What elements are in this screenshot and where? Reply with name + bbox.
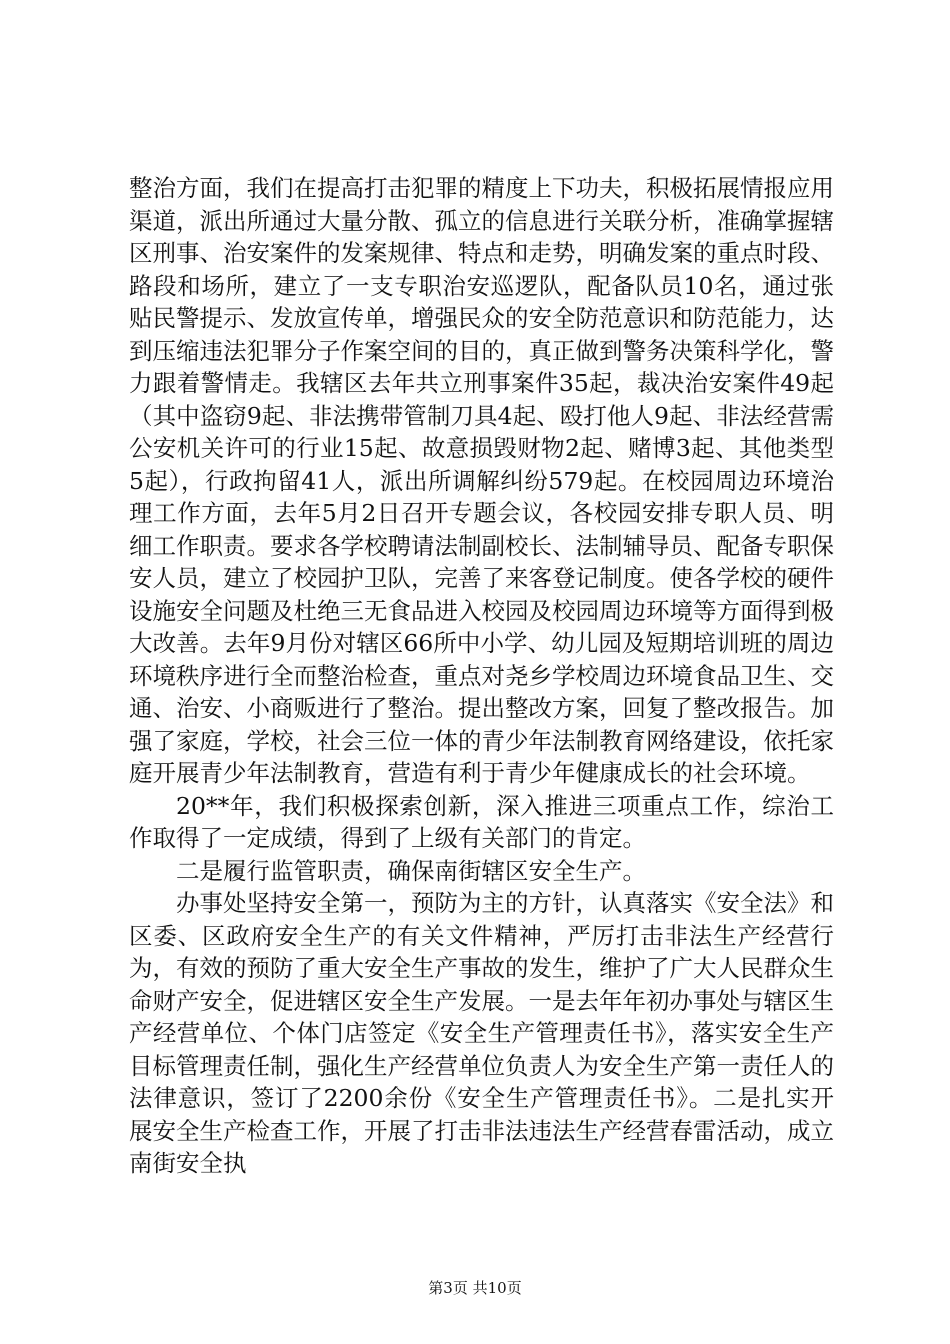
- paragraph-security-governance: 整治方面，我们在提高打击犯罪的精度上下功夫，积极拓展情报应用渠道，派出所通过大量分散、孤立的信息进行关联分析，准确掌握辖区刑事、治安案件的发案规律、特点和走势，明确发案的重点时段、路段和场所，建立了一支专职治安巡逻队，配备队员10名，通过张贴民警提示、发放宣传单，增强民众的安全防范意识和防范能力，达到压缩违法犯罪分子作案空间的目的，真正做到警务决策科学化，警力跟着警情走。我辖区去年共立刑事案件35起，裁决治安案件49起（其中盗窃9起、非法携带管制刀具4起、殴打他人9起、非法经营需公安机关许可的行业15起、故意损毁财物2起、赌博3起、其他类型5起），行政拘留41人，派出所调解纠纷579起。在校园周边环境治理工作方面，去年5月2日召开专题会议，各校园安排专职人员、明细工作职责。要求各学校聘请法制副校长、法制辅导员、配备专职保安人员，建立了校园护卫队，完善了来客登记制度。使各学校的硬件设施安全问题及杜绝三无食品进入校园及校园周边环境等方面得到极大改善。去年9月份对辖区66所中小学、幼儿园及短期培训班的周边环境秩序进行全而整治检查，重点对尧乡学校周边环境食品卫生、交通、治安、小商贩进行了整治。提出整改方案，回复了整改报告。加强了家庭，学校，社会三位一体的青少年法制教育网络建设，依托家庭开展青少年法制教育，营造有利于青少年健康成长的社会环境。: [129, 174, 834, 787]
- paragraph-section-heading: 二是履行监管职责，确保南街辖区安全生产。: [176, 856, 646, 885]
- paragraph-safety-production: 办事处坚持安全第一，预防为主的方针，认真落实《安全法》和区委、区政府安全生产的有关文件精神，严厉打击非法生产经营行为，有效的预防了重大安全生产事故的发生，维护了广大人民群众生命财产安全，促进辖区安全生产发展。一是去年年初办事处与辖区生产经营单位、个体门店签定《安全生产管理责任书》，落实安全生产目标管理责任制，强化生产经营单位负责人为安全生产第一责任人的法律意识，签订了2200余份《安全生产管理责任书》。二是扎实开展安全生产检查工作，开展了打击非法违法生产经营春雷活动，成立南街安全执: [129, 889, 834, 1177]
- paragraph-year-summary: 20**年，我们积极探索创新，深入推进三项重点工作，综治工作取得了一定成绩，得到了上级有关部门的肯定。: [129, 791, 834, 852]
- document-body: [129, 172, 834, 1180]
- page-footer: 第3页 共10页: [428, 1279, 522, 1297]
